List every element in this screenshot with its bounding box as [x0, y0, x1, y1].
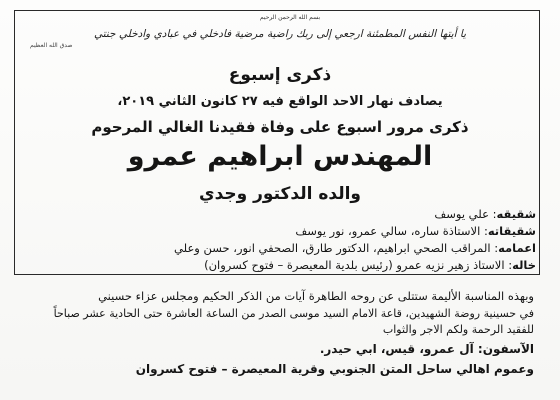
- relative-row: [40, 258, 536, 272]
- deceased-name: المهندس ابراهيم عمرو: [127, 141, 433, 172]
- relative-value: : علي يوسف: [434, 207, 497, 221]
- date-line: يصادف نهار الاحد الواقع فيه ٢٧ كانون الثاني ٢٠١٩،: [117, 94, 443, 109]
- relative-value: : الاستاذة ساره، سالي عمرو، نور يوسف: [295, 224, 488, 238]
- ceremony-line: للفقيد الرحمة ولكم الاجر والثواب: [382, 323, 534, 336]
- relative-row: [40, 207, 536, 221]
- relative-label: خاله: [512, 258, 536, 272]
- village-line: وعموم اهالي ساحل المتن الجنوبي وقرية المعيصرة – فتوح كسروان: [135, 362, 534, 376]
- bismillah: بسم الله الرحمن الرحيم: [259, 14, 321, 21]
- condolence-line: [30, 342, 534, 356]
- father-line: والده الدكتور وجدي: [199, 184, 361, 204]
- verse-closing: صدق الله العظيم: [30, 42, 73, 49]
- relative-value: : الاستاذ زهير نزيه عمرو (رئيس بلدية المعيصرة – فتوح كسروان): [204, 258, 513, 272]
- relative-row: [40, 224, 536, 238]
- ceremony-line: في حسينية روضة الشهيدين، قاعة الامام السيد موسى الصدر من الساعة العاشرة حتى الحادية عشر صباحاً: [53, 307, 534, 320]
- relative-label: شقيقه: [496, 207, 536, 221]
- relative-value: : المراقب الصحي ابراهيم، الدكتور طارق، الصحفي انور، حسن وعلي: [174, 241, 499, 255]
- memorial-line: ذكرى مرور اسبوع على وفاة فقيدنا الغالي المرحوم: [91, 118, 469, 136]
- condolence-label: الآسفون: [482, 342, 534, 356]
- ceremony-line: وبهذه المناسبة الأليمة ستتلى عن روحه الطاهرة آيات من الذكر الحكيم ومجلس عزاء حسيني: [98, 289, 534, 303]
- condolence-families: : آل عمرو، قيس، ابي حيدر.: [319, 342, 483, 356]
- relative-label: اعمامه: [498, 241, 536, 255]
- relative-row: [40, 241, 536, 255]
- notice-title: ذكرى إسبوع: [228, 65, 332, 85]
- quran-verse: يا أيتها النفس المطمئنة ارجعي إلى ربك راضية مرضية فادخلي في عبادي وادخلي جنتي: [93, 28, 467, 40]
- relative-label: شقيقاته: [487, 224, 536, 238]
